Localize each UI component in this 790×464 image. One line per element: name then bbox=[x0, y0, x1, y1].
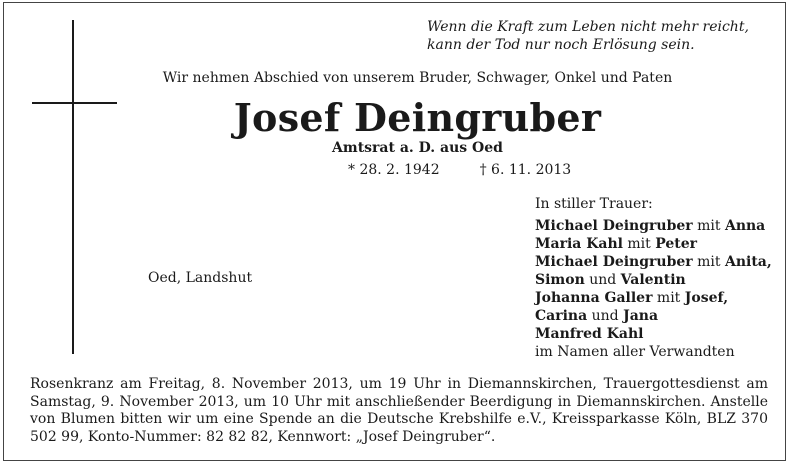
motto-verse bbox=[427, 18, 767, 54]
mourner-line: Manfred Kahl bbox=[535, 326, 644, 342]
mourners-closing: im Namen aller Verwandten bbox=[535, 344, 735, 360]
mourner-line: Simon und Valentin bbox=[535, 272, 686, 288]
motto-line-1: Wenn die Kraft zum Leben nicht mehr reicht, bbox=[427, 19, 749, 35]
death-date: † 6. 11. 2013 bbox=[479, 162, 572, 178]
mourner-line: Maria Kahl mit Peter bbox=[535, 236, 698, 252]
mourner-line: Carina und Jana bbox=[535, 308, 659, 324]
mourners-list bbox=[535, 195, 772, 361]
mourner-line: Michael Deingruber mit Anna bbox=[535, 218, 766, 234]
birth-date: * 28. 2. 1942 bbox=[348, 162, 440, 178]
mourners-heading: In stiller Trauer: bbox=[535, 196, 653, 212]
mourner-line: Michael Deingruber mit Anita, bbox=[535, 254, 772, 270]
intro-text: Wir nehmen Abschied von unserem Bruder, Schwager, Onkel und Paten bbox=[162, 70, 673, 86]
place-text: Oed, Landshut bbox=[148, 270, 253, 286]
service-details: Rosenkranz am Freitag, 8. November 2013, um 19 Uhr in Diemannskirchen, Trauergottesdienst am Samstag, 9. November 2013, um 10 Uhr mit anschließender Beerdigung in Diemannskirchen. Anstelle von Blumen bitten wir um eine Spende an die Deutsche Krebshilfe e.V., Kreissparkasse Köln, BLZ 370 502 99, Konto-Nummer: 82 82 82, Kennwort: „Josef Deingruber“. bbox=[30, 376, 768, 445]
deceased-name: Josef Deingruber bbox=[233, 95, 602, 140]
mourner-line: Johanna Galler mit Josef, bbox=[535, 290, 729, 306]
motto-line-2: kann der Tod nur noch Erlösung sein. bbox=[427, 37, 695, 53]
life-dates bbox=[348, 162, 571, 178]
deceased-title: Amtsrat a. D. aus Oed bbox=[332, 140, 503, 156]
